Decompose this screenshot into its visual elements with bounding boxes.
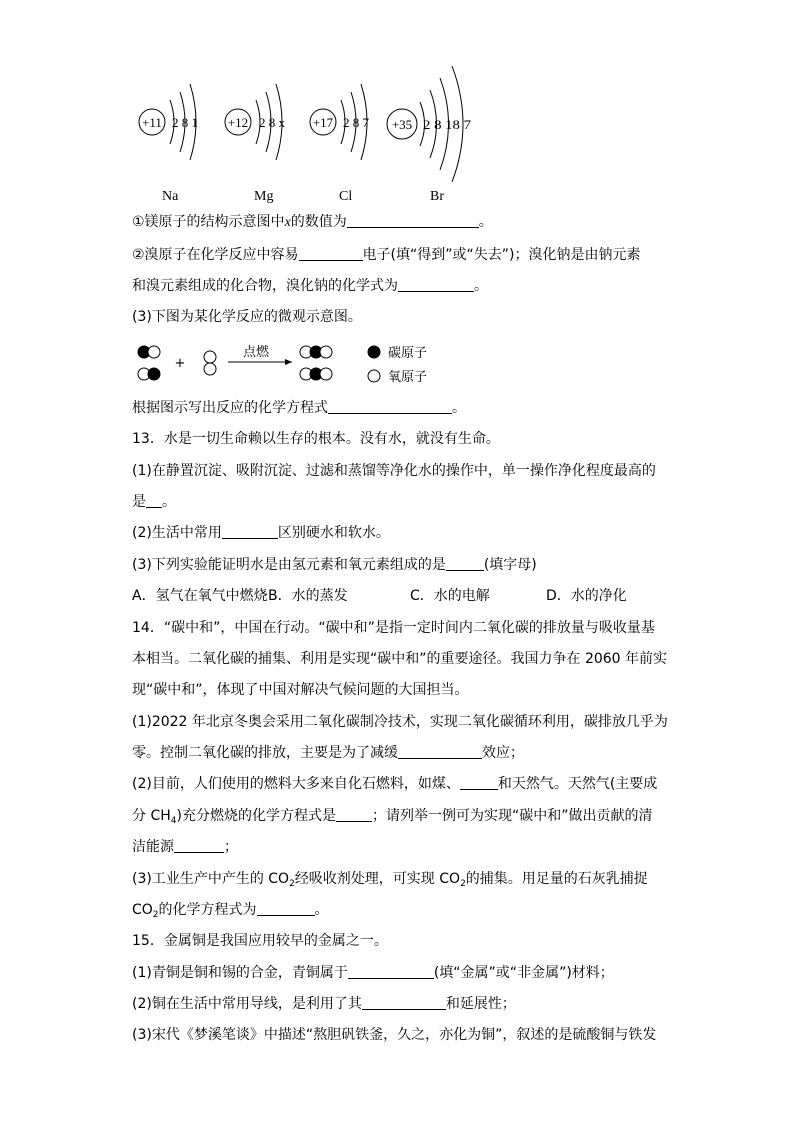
q13-part1-line2 xyxy=(132,492,176,512)
atom-na xyxy=(139,84,198,204)
legend-carbon-label: 碳原子 xyxy=(388,346,428,361)
legend-oxygen-label: 氧原子 xyxy=(388,370,428,385)
q13-answer-blank-1[interactable] xyxy=(146,492,162,508)
q15-part2-text-a: (2)铜在生活中常用导线，是利用了其 xyxy=(132,996,362,1012)
q15-part3-text: (3)宋代《梦溪笔谈》中描述“熬胆矾铁釜，久之，亦化为铜”，叙述的是硫酸铜与铁发 xyxy=(132,1027,657,1043)
atom-mg xyxy=(225,84,286,204)
q14-part3-text-e: 的化学方程式为 xyxy=(158,902,257,918)
reaction-diagram xyxy=(132,340,452,390)
q14-part2-text-b: 和天然气。天然气(主要成 xyxy=(497,776,658,792)
atom-br-nucleus: +35 xyxy=(391,117,413,132)
q14-answer-blank-4[interactable] xyxy=(174,837,224,853)
q14-part2-text-e: ；请列举一例可为实现“碳中和”做出贡献的清 xyxy=(371,808,653,824)
q14-part3-text-a: (3)工业生产中产生的 CO xyxy=(132,871,290,887)
q13-part2-text-b: 区别硬水和软水。 xyxy=(277,525,390,541)
q13-answer-blank-2[interactable] xyxy=(222,523,278,539)
atom-cl xyxy=(310,84,370,204)
q14-part1-line1 xyxy=(132,712,668,732)
product-co2-molecules xyxy=(300,346,332,380)
q14-part3-text-d: CO xyxy=(132,902,153,918)
q14-stem-text-1: 14．“碳中和”，中国在行动。“碳中和”是指一定时间内二氧化碳的排放量与吸收量基 xyxy=(132,620,655,636)
q12-answer-blank-4[interactable] xyxy=(328,398,452,414)
q14-part2-text-g: ； xyxy=(224,839,238,855)
q14-part2-line2 xyxy=(132,806,652,826)
q14-part3-text-b: 经吸收剂处理，可实现 CO xyxy=(294,871,461,887)
q14-co2-subscript-3: 2 xyxy=(152,910,159,920)
q13-part3-text-a: (3)下列实验能证明水是由氢元素和氧元素组成的是 xyxy=(132,557,446,573)
atom-mg-shells: 2 8 x xyxy=(259,115,285,130)
q13-part2 xyxy=(132,523,390,543)
q13-option-c[interactable]: C．水的电解 xyxy=(410,588,490,604)
reaction-arrow-head xyxy=(285,359,292,365)
q12-part4 xyxy=(132,398,466,418)
q15-answer-blank-1[interactable] xyxy=(348,963,434,979)
q13-options xyxy=(132,586,652,606)
q12-part1-end: 。 xyxy=(478,214,493,230)
reaction-svg xyxy=(132,340,452,390)
q12-answer-blank-1[interactable] xyxy=(347,212,479,228)
q15-part3 xyxy=(132,1025,656,1045)
reactant-co-molecules xyxy=(138,346,160,380)
q12-part3-text: (3)下图为某化学反应的微观示意图。 xyxy=(132,309,362,325)
q13-part1-text-b: 是 xyxy=(132,494,146,510)
q15-part1 xyxy=(132,963,614,983)
q13-stem xyxy=(132,429,500,449)
atom-br-symbol: Br xyxy=(430,189,444,204)
q12-part4-end: 。 xyxy=(452,400,466,416)
q12-part1 xyxy=(132,212,493,233)
q14-co2-subscript-2: 2 xyxy=(460,879,466,889)
q12-part1-text-a: ①镁原子的结构示意图中 xyxy=(132,214,285,230)
q12-variable-x: x xyxy=(284,215,291,230)
q14-part3-line1 xyxy=(132,869,648,889)
q13-part3 xyxy=(132,555,537,575)
q15-part2-text-b: 和延展性； xyxy=(445,996,516,1012)
q14-part2-text-d: )充分燃烧的化学方程式是 xyxy=(176,808,336,824)
reaction-condition: 点燃 xyxy=(242,345,270,360)
q14-part1-line2 xyxy=(132,743,524,763)
atom-br-shells: 2 8 18 7 xyxy=(423,117,472,132)
q13-option-a[interactable]: A．氢气在氧气中燃烧 xyxy=(132,588,268,604)
q12-part2-text-a: ②溴原子在化学反应中容易 xyxy=(132,247,299,263)
atom-cl-nucleus: +17 xyxy=(312,115,334,130)
q13-answer-blank-3[interactable] xyxy=(446,555,484,571)
q15-stem-text: 15．金属铜是我国应用较早的金属之一。 xyxy=(132,933,388,949)
q14-stem-line1 xyxy=(132,618,655,638)
q13-part1-end: 。 xyxy=(162,494,176,510)
atom-br xyxy=(387,66,472,204)
q14-stem-text-2: 本相当。二氧化碳的捕集、利用是实现“碳中和”的重要途径。我国力争在 2060 年前实 xyxy=(132,651,668,667)
atom-cl-shells: 2 8 7 xyxy=(343,115,369,130)
q14-part2-text-f: 洁能源 xyxy=(132,839,174,855)
q14-answer-blank-2[interactable] xyxy=(460,774,498,790)
q13-option-b[interactable]: B．水的蒸发 xyxy=(268,588,348,604)
q14-part3-text-c: 的捕集。用足量的石灰乳捕捉 xyxy=(465,871,648,887)
atom-structure-diagrams xyxy=(132,62,492,212)
atom-na-symbol: Na xyxy=(162,189,179,204)
q14-answer-blank-1[interactable] xyxy=(398,743,482,759)
q14-part1-text-a: (1)2022 年北京冬奥会采用二氧化碳制冷技术，实现二氧化碳循环利用，碳排放几乎为 xyxy=(132,714,668,730)
reactant-o2-molecule xyxy=(204,351,216,375)
q12-part2-text-c: 和溴元素组成的化合物，溴化钠的化学式为 xyxy=(132,278,398,294)
atom-mg-symbol: Mg xyxy=(254,189,274,204)
q14-part2-text-c: 分 CH xyxy=(132,808,171,824)
q15-part1-text-b: (填“金属”或“非金属”)材料； xyxy=(433,965,614,981)
atom-na-shells: 2 8 1 xyxy=(172,115,198,130)
q14-co2-subscript-1: 2 xyxy=(289,879,295,889)
q12-answer-blank-2[interactable] xyxy=(299,245,363,261)
q13-part3-text-b: (填字母) xyxy=(483,557,537,573)
q15-part1-text-a: (1)青铜是铜和锡的合金，青铜属于 xyxy=(132,965,348,981)
q14-stem-text-3: 现“碳中和”，体现了中国对解决气候问题的大国担当。 xyxy=(132,682,469,698)
q12-part2-line2 xyxy=(132,276,488,296)
q13-part1-text-a: (1)在静置沉淀、吸附沉淀、过滤和蒸馏等净化水的操作中，单一操作净化程度最高的 xyxy=(132,463,656,479)
q14-part2-line1 xyxy=(132,774,657,794)
legend-oxygen-dot xyxy=(368,370,380,382)
atom-mg-nucleus: +12 xyxy=(227,115,249,130)
q14-ch4-subscript: 4 xyxy=(170,816,177,826)
q14-part1-text-b: 零。控制二氧化碳的排放，主要是为了减缓 xyxy=(132,745,398,761)
q12-part2-line1 xyxy=(132,245,641,265)
q12-part1-text-b: 的数值为 xyxy=(290,214,347,230)
plus-sign: + xyxy=(174,356,186,371)
q14-answer-blank-5[interactable] xyxy=(257,900,315,916)
q12-part3 xyxy=(132,307,362,327)
q15-answer-blank-2[interactable] xyxy=(362,994,446,1010)
legend-carbon-dot xyxy=(368,346,380,358)
q15-stem xyxy=(132,931,388,951)
q15-part2 xyxy=(132,994,516,1014)
q14-stem-line3 xyxy=(132,680,469,700)
atom-na-nucleus: +11 xyxy=(142,115,162,130)
atom-structure-svg xyxy=(132,62,492,212)
q12-part4-text: 根据图示写出反应的化学方程式 xyxy=(132,400,328,416)
q14-part2-line3 xyxy=(132,837,238,857)
q14-answer-blank-3[interactable] xyxy=(336,806,372,822)
q13-part1-line1 xyxy=(132,461,656,481)
q13-part2-text-a: (2)生活中常用 xyxy=(132,525,222,541)
q12-part2-end: 。 xyxy=(474,278,488,294)
q12-answer-blank-3[interactable] xyxy=(398,276,474,292)
q13-option-d[interactable]: D．水的净化 xyxy=(546,588,627,604)
q12-part2-text-b: 电子(填“得到”或“失去”)；溴化钠是由钠元素 xyxy=(362,247,641,263)
q14-stem-line2 xyxy=(132,649,667,669)
q14-part2-text-a: (2)目前，人们使用的燃料大多来自化石燃料，如煤、 xyxy=(132,776,460,792)
q14-part3-end: 。 xyxy=(314,902,329,918)
q14-part1-text-c: 效应； xyxy=(482,745,524,761)
q13-stem-text: 13．水是一切生命赖以生存的根本。没有水，就没有生命。 xyxy=(132,431,500,447)
atom-cl-symbol: Cl xyxy=(339,189,353,204)
q14-part3-line2 xyxy=(132,900,329,920)
